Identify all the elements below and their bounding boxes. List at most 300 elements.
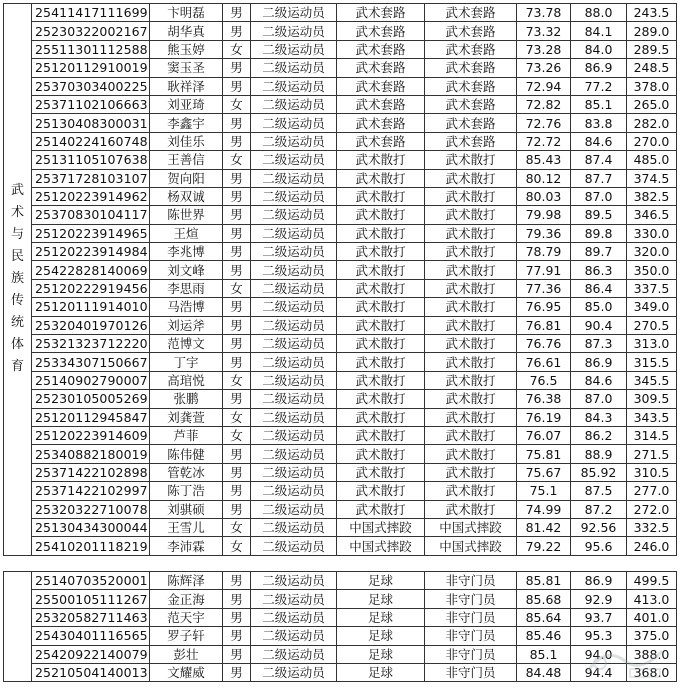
weight-cell: 89.8 xyxy=(571,224,627,242)
specialty-cell: 武术散打 xyxy=(425,445,517,463)
specialty-cell: 武术散打 xyxy=(425,500,517,518)
table-row xyxy=(4,590,677,608)
name-cell: 窦玉圣 xyxy=(150,59,223,77)
specialty-cell: 武术散打 xyxy=(425,482,517,500)
athlete-level-cell: 二级运动员 xyxy=(251,408,337,426)
score-cell: 76.76 xyxy=(517,335,571,353)
score-cell: 76.38 xyxy=(517,390,571,408)
weight-cell: 85.92 xyxy=(571,463,627,481)
gender-cell: 男 xyxy=(223,59,251,77)
exam-id-cell: 25120112945847 xyxy=(32,408,150,426)
athlete-level-cell: 二级运动员 xyxy=(251,261,337,279)
table-row xyxy=(4,518,677,536)
table-row xyxy=(4,608,677,626)
table-row xyxy=(4,59,677,77)
specialty-cell: 中国式摔跤 xyxy=(425,518,517,536)
exam-id-cell: 25230105005269 xyxy=(32,390,150,408)
sport-cell: 武术套路 xyxy=(337,59,425,77)
table-row xyxy=(4,114,677,132)
weight-cell: 92.56 xyxy=(571,518,627,536)
specialty-cell: 武术套路 xyxy=(425,132,517,150)
sport-cell: 武术套路 xyxy=(337,40,425,58)
name-cell: 刘佳乐 xyxy=(150,132,223,150)
gender-cell: 男 xyxy=(223,22,251,40)
score-cell: 84.48 xyxy=(517,663,571,681)
specialty-cell: 武术散打 xyxy=(425,298,517,316)
name-cell: 李兆博 xyxy=(150,243,223,261)
total-cell: 289.0 xyxy=(627,22,677,40)
specialty-cell: 武术散打 xyxy=(425,206,517,224)
sport-cell: 武术散打 xyxy=(337,243,425,261)
score-cell: 73.32 xyxy=(517,22,571,40)
name-cell: 李鑫宇 xyxy=(150,114,223,132)
gender-cell: 男 xyxy=(223,132,251,150)
specialty-cell: 武术套路 xyxy=(425,4,517,22)
gender-cell: 男 xyxy=(223,463,251,481)
total-cell: 282.0 xyxy=(627,114,677,132)
athlete-level-cell: 二级运动员 xyxy=(251,4,337,22)
total-cell: 332.5 xyxy=(627,518,677,536)
sport-cell: 足球 xyxy=(337,663,425,681)
gender-cell: 女 xyxy=(223,371,251,389)
table-row xyxy=(4,22,677,40)
gender-cell: 男 xyxy=(223,663,251,681)
total-cell: 374.5 xyxy=(627,169,677,187)
weight-cell: 87.2 xyxy=(571,500,627,518)
name-cell: 金正海 xyxy=(150,590,223,608)
athlete-level-cell: 二级运动员 xyxy=(251,151,337,169)
total-cell: 320.0 xyxy=(627,243,677,261)
athlete-level-cell: 二级运动员 xyxy=(251,59,337,77)
sport-cell: 足球 xyxy=(337,572,425,590)
gender-cell: 女 xyxy=(223,408,251,426)
score-cell: 85.64 xyxy=(517,608,571,626)
table-row xyxy=(4,408,677,426)
athlete-level-cell: 二级运动员 xyxy=(251,463,337,481)
name-cell: 王煊 xyxy=(150,224,223,242)
watermark-logo xyxy=(580,641,670,686)
sport-cell: 武术套路 xyxy=(337,4,425,22)
sport-cell: 武术套路 xyxy=(337,132,425,150)
exam-id-cell: 25131105107638 xyxy=(32,151,150,169)
specialty-cell: 武术套路 xyxy=(425,77,517,95)
specialty-cell: 武术套路 xyxy=(425,59,517,77)
score-cell: 78.79 xyxy=(517,243,571,261)
weight-cell: 93.7 xyxy=(571,608,627,626)
score-cell: 76.81 xyxy=(517,316,571,334)
weight-cell: 86.4 xyxy=(571,279,627,297)
athlete-level-cell: 二级运动员 xyxy=(251,590,337,608)
athlete-level-cell: 二级运动员 xyxy=(251,169,337,187)
exam-id-cell: 25334307150667 xyxy=(32,353,150,371)
exam-id-cell: 25420922140079 xyxy=(32,645,150,663)
athlete-level-cell: 二级运动员 xyxy=(251,187,337,205)
score-cell: 79.98 xyxy=(517,206,571,224)
total-cell: 375.0 xyxy=(627,627,677,645)
exam-id-cell: 25430401116565 xyxy=(32,627,150,645)
weight-cell: 85.1 xyxy=(571,95,627,113)
score-cell: 81.42 xyxy=(517,518,571,536)
name-cell: 杨双诚 xyxy=(150,187,223,205)
weight-cell: 84.0 xyxy=(571,40,627,58)
gender-cell: 男 xyxy=(223,590,251,608)
gender-cell: 男 xyxy=(223,187,251,205)
total-cell: 246.0 xyxy=(627,537,677,555)
table-row xyxy=(4,298,677,316)
specialty-cell: 武术散打 xyxy=(425,335,517,353)
score-cell: 77.91 xyxy=(517,261,571,279)
gender-cell: 男 xyxy=(223,243,251,261)
sport-cell: 足球 xyxy=(337,590,425,608)
exam-id-cell: 25230322002167 xyxy=(32,22,150,40)
admission-table-top xyxy=(3,3,677,556)
total-cell: 401.0 xyxy=(627,608,677,626)
gender-cell: 男 xyxy=(223,445,251,463)
table-row xyxy=(4,224,677,242)
total-cell: 289.5 xyxy=(627,40,677,58)
exam-id-cell: 25320582711463 xyxy=(32,608,150,626)
total-cell: 270.5 xyxy=(627,316,677,334)
sport-cell: 武术散打 xyxy=(337,206,425,224)
name-cell: 王善信 xyxy=(150,151,223,169)
specialty-cell: 武术散打 xyxy=(425,279,517,297)
weight-cell: 86.9 xyxy=(571,59,627,77)
table-row xyxy=(4,95,677,113)
exam-id-cell: 25210504140013 xyxy=(32,663,150,681)
exam-id-cell: 25411417111699 xyxy=(32,4,150,22)
name-cell: 马浩博 xyxy=(150,298,223,316)
gender-cell: 男 xyxy=(223,169,251,187)
specialty-cell: 武术散打 xyxy=(425,426,517,444)
score-cell: 80.12 xyxy=(517,169,571,187)
score-cell: 77.36 xyxy=(517,279,571,297)
name-cell: 管乾冰 xyxy=(150,463,223,481)
athlete-level-cell: 二级运动员 xyxy=(251,518,337,536)
exam-id-cell: 25320322710078 xyxy=(32,500,150,518)
weight-cell: 87.3 xyxy=(571,335,627,353)
specialty-cell: 武术散打 xyxy=(425,169,517,187)
total-cell: 315.5 xyxy=(627,353,677,371)
total-cell: 345.5 xyxy=(627,371,677,389)
name-cell: 陈丁浩 xyxy=(150,482,223,500)
specialty-cell: 非守门员 xyxy=(425,627,517,645)
name-cell: 胡华真 xyxy=(150,22,223,40)
sport-cell: 武术散打 xyxy=(337,353,425,371)
name-cell: 彭壮 xyxy=(150,645,223,663)
exam-id-cell: 25120223914609 xyxy=(32,426,150,444)
score-cell: 85.81 xyxy=(517,572,571,590)
athlete-level-cell: 二级运动员 xyxy=(251,353,337,371)
specialty-cell: 武术散打 xyxy=(425,463,517,481)
name-cell: 贺向阳 xyxy=(150,169,223,187)
total-cell: 368.0 xyxy=(627,663,677,681)
score-cell: 72.76 xyxy=(517,114,571,132)
athlete-level-cell: 二级运动员 xyxy=(251,224,337,242)
total-cell: 272.0 xyxy=(627,500,677,518)
gender-cell: 男 xyxy=(223,500,251,518)
total-cell: 248.5 xyxy=(627,59,677,77)
weight-cell: 77.2 xyxy=(571,77,627,95)
table-row xyxy=(4,4,677,22)
weight-cell: 83.8 xyxy=(571,114,627,132)
sport-cell: 中国式摔跤 xyxy=(337,537,425,555)
athlete-level-cell: 二级运动员 xyxy=(251,426,337,444)
gender-cell: 男 xyxy=(223,224,251,242)
table-row xyxy=(4,426,677,444)
exam-id-cell: 25340882180019 xyxy=(32,445,150,463)
weight-cell: 84.6 xyxy=(571,132,627,150)
category-cell xyxy=(4,4,32,556)
specialty-cell: 非守门员 xyxy=(425,645,517,663)
total-cell: 265.0 xyxy=(627,95,677,113)
weight-cell: 87.0 xyxy=(571,390,627,408)
weight-cell: 86.9 xyxy=(571,572,627,590)
weight-cell: 86.2 xyxy=(571,426,627,444)
specialty-cell: 武术散打 xyxy=(425,390,517,408)
sport-cell: 武术散打 xyxy=(337,261,425,279)
table-row xyxy=(4,537,677,555)
athlete-level-cell: 二级运动员 xyxy=(251,206,337,224)
name-cell: 范博文 xyxy=(150,335,223,353)
weight-cell: 87.0 xyxy=(571,187,627,205)
name-cell: 李沛霖 xyxy=(150,537,223,555)
table-row xyxy=(4,445,677,463)
exam-id-cell: 25511301112588 xyxy=(32,40,150,58)
gender-cell: 男 xyxy=(223,206,251,224)
specialty-cell: 非守门员 xyxy=(425,590,517,608)
exam-id-cell: 25500105111267 xyxy=(32,590,150,608)
score-cell: 85.46 xyxy=(517,627,571,645)
score-cell: 75.81 xyxy=(517,445,571,463)
athlete-level-cell: 二级运动员 xyxy=(251,243,337,261)
weight-cell: 94.0 xyxy=(571,645,627,663)
specialty-cell: 武术散打 xyxy=(425,408,517,426)
sport-cell: 武术散打 xyxy=(337,445,425,463)
weight-cell: 88.9 xyxy=(571,445,627,463)
name-cell: 熊玉婷 xyxy=(150,40,223,58)
total-cell: 243.5 xyxy=(627,4,677,22)
gender-cell: 男 xyxy=(223,608,251,626)
sport-cell: 武术散打 xyxy=(337,335,425,353)
score-cell: 80.03 xyxy=(517,187,571,205)
total-cell: 346.5 xyxy=(627,206,677,224)
sport-cell: 武术散打 xyxy=(337,371,425,389)
table-row xyxy=(4,151,677,169)
athlete-level-cell: 二级运动员 xyxy=(251,500,337,518)
exam-id-cell: 25130434300044 xyxy=(32,518,150,536)
athlete-level-cell: 二级运动员 xyxy=(251,390,337,408)
gender-cell: 男 xyxy=(223,645,251,663)
name-cell: 高琯悦 xyxy=(150,371,223,389)
athlete-level-cell: 二级运动员 xyxy=(251,40,337,58)
table-row xyxy=(4,627,677,645)
weight-cell: 95.3 xyxy=(571,627,627,645)
athlete-level-cell: 二级运动员 xyxy=(251,279,337,297)
athlete-level-cell: 二级运动员 xyxy=(251,298,337,316)
name-cell: 刘运斧 xyxy=(150,316,223,334)
specialty-cell: 武术套路 xyxy=(425,40,517,58)
name-cell: 芦菲 xyxy=(150,426,223,444)
name-cell: 耿祥泽 xyxy=(150,77,223,95)
gender-cell: 女 xyxy=(223,40,251,58)
exam-id-cell: 25320401970126 xyxy=(32,316,150,334)
score-cell: 72.94 xyxy=(517,77,571,95)
total-cell: 413.0 xyxy=(627,590,677,608)
table-row xyxy=(4,40,677,58)
exam-id-cell: 25370303400225 xyxy=(32,77,150,95)
table-row xyxy=(4,335,677,353)
athlete-level-cell: 二级运动员 xyxy=(251,371,337,389)
table-row xyxy=(4,390,677,408)
weight-cell: 87.7 xyxy=(571,169,627,187)
exam-id-cell: 25370830104117 xyxy=(32,206,150,224)
specialty-cell: 中国式摔跤 xyxy=(425,537,517,555)
table-row xyxy=(4,187,677,205)
sport-cell: 武术套路 xyxy=(337,114,425,132)
total-cell: 330.0 xyxy=(627,224,677,242)
table-row xyxy=(4,243,677,261)
name-cell: 罗子轩 xyxy=(150,627,223,645)
specialty-cell: 武术散打 xyxy=(425,224,517,242)
athlete-level-cell: 二级运动员 xyxy=(251,572,337,590)
total-cell: 499.5 xyxy=(627,572,677,590)
table-row xyxy=(4,261,677,279)
weight-cell: 84.1 xyxy=(571,22,627,40)
specialty-cell: 武术散打 xyxy=(425,371,517,389)
weight-cell: 84.6 xyxy=(571,371,627,389)
table-row xyxy=(4,77,677,95)
table-row xyxy=(4,500,677,518)
exam-id-cell: 25120223914984 xyxy=(32,243,150,261)
total-cell: 309.5 xyxy=(627,390,677,408)
specialty-cell: 非守门员 xyxy=(425,608,517,626)
name-cell: 陈辉泽 xyxy=(150,572,223,590)
score-cell: 73.26 xyxy=(517,59,571,77)
score-cell: 76.19 xyxy=(517,408,571,426)
exam-id-cell: 25130408300031 xyxy=(32,114,150,132)
total-cell: 350.0 xyxy=(627,261,677,279)
sport-cell: 武术散打 xyxy=(337,500,425,518)
athlete-level-cell: 二级运动员 xyxy=(251,445,337,463)
admission-table-bottom xyxy=(3,571,677,682)
specialty-cell: 武术套路 xyxy=(425,114,517,132)
specialty-cell: 武术散打 xyxy=(425,187,517,205)
sport-cell: 武术套路 xyxy=(337,95,425,113)
exam-id-cell: 25371728103107 xyxy=(32,169,150,187)
total-cell: 388.0 xyxy=(627,645,677,663)
total-cell: 314.5 xyxy=(627,426,677,444)
weight-cell: 89.5 xyxy=(571,206,627,224)
gender-cell: 女 xyxy=(223,518,251,536)
athlete-level-cell: 二级运动员 xyxy=(251,537,337,555)
specialty-cell: 武术散打 xyxy=(425,243,517,261)
name-cell: 张鹏 xyxy=(150,390,223,408)
score-cell: 72.72 xyxy=(517,132,571,150)
gender-cell: 男 xyxy=(223,77,251,95)
score-cell: 74.99 xyxy=(517,500,571,518)
total-cell: 349.0 xyxy=(627,298,677,316)
score-cell: 79.22 xyxy=(517,537,571,555)
name-cell: 李思雨 xyxy=(150,279,223,297)
table-row xyxy=(4,169,677,187)
weight-cell: 90.4 xyxy=(571,316,627,334)
specialty-cell: 武术散打 xyxy=(425,316,517,334)
weight-cell: 92.9 xyxy=(571,590,627,608)
sport-cell: 武术套路 xyxy=(337,77,425,95)
sport-cell: 武术散打 xyxy=(337,224,425,242)
table-row xyxy=(4,463,677,481)
weight-cell: 95.6 xyxy=(571,537,627,555)
specialty-cell: 非守门员 xyxy=(425,572,517,590)
exam-id-cell: 25140902790007 xyxy=(32,371,150,389)
athlete-level-cell: 二级运动员 xyxy=(251,132,337,150)
sport-cell: 武术散打 xyxy=(337,408,425,426)
score-cell: 75.67 xyxy=(517,463,571,481)
gender-cell: 男 xyxy=(223,4,251,22)
name-cell: 丁宇 xyxy=(150,353,223,371)
specialty-cell: 武术套路 xyxy=(425,95,517,113)
exam-id-cell: 25140224160748 xyxy=(32,132,150,150)
exam-id-cell: 25371102106663 xyxy=(32,95,150,113)
sport-cell: 武术散打 xyxy=(337,279,425,297)
category-label: 武术与民族传统体育 xyxy=(10,183,24,375)
name-cell: 刘龚萱 xyxy=(150,408,223,426)
total-cell: 378.0 xyxy=(627,77,677,95)
score-cell: 85.43 xyxy=(517,151,571,169)
sport-cell: 武术散打 xyxy=(337,316,425,334)
athlete-level-cell: 二级运动员 xyxy=(251,608,337,626)
athlete-level-cell: 二级运动员 xyxy=(251,645,337,663)
table-row xyxy=(4,572,677,590)
exam-id-cell: 25321323712220 xyxy=(32,335,150,353)
exam-id-cell: 25120223914962 xyxy=(32,187,150,205)
sport-cell: 武术散打 xyxy=(337,151,425,169)
exam-id-cell: 25140703520001 xyxy=(32,572,150,590)
athlete-level-cell: 二级运动员 xyxy=(251,335,337,353)
total-cell: 337.5 xyxy=(627,279,677,297)
athlete-level-cell: 二级运动员 xyxy=(251,482,337,500)
name-cell: 文耀威 xyxy=(150,663,223,681)
name-cell: 陈世界 xyxy=(150,206,223,224)
weight-cell: 84.3 xyxy=(571,408,627,426)
gender-cell: 女 xyxy=(223,426,251,444)
table-row xyxy=(4,663,677,681)
weight-cell: 89.7 xyxy=(571,243,627,261)
sport-cell: 足球 xyxy=(337,627,425,645)
table-row xyxy=(4,482,677,500)
score-cell: 76.61 xyxy=(517,353,571,371)
total-cell: 313.0 xyxy=(627,335,677,353)
athlete-level-cell: 二级运动员 xyxy=(251,77,337,95)
athlete-level-cell: 二级运动员 xyxy=(251,114,337,132)
sport-cell: 武术套路 xyxy=(337,22,425,40)
sport-cell: 武术散打 xyxy=(337,426,425,444)
gender-cell: 男 xyxy=(223,572,251,590)
total-cell: 271.5 xyxy=(627,445,677,463)
exam-id-cell: 25120223914965 xyxy=(32,224,150,242)
gender-cell: 男 xyxy=(223,298,251,316)
gender-cell: 女 xyxy=(223,95,251,113)
sport-cell: 武术散打 xyxy=(337,390,425,408)
total-cell: 485.0 xyxy=(627,151,677,169)
total-cell: 270.0 xyxy=(627,132,677,150)
name-cell: 刘文峰 xyxy=(150,261,223,279)
sport-cell: 足球 xyxy=(337,645,425,663)
sport-cell: 武术散打 xyxy=(337,169,425,187)
score-cell: 73.78 xyxy=(517,4,571,22)
name-cell: 卞明磊 xyxy=(150,4,223,22)
specialty-cell: 武术散打 xyxy=(425,261,517,279)
